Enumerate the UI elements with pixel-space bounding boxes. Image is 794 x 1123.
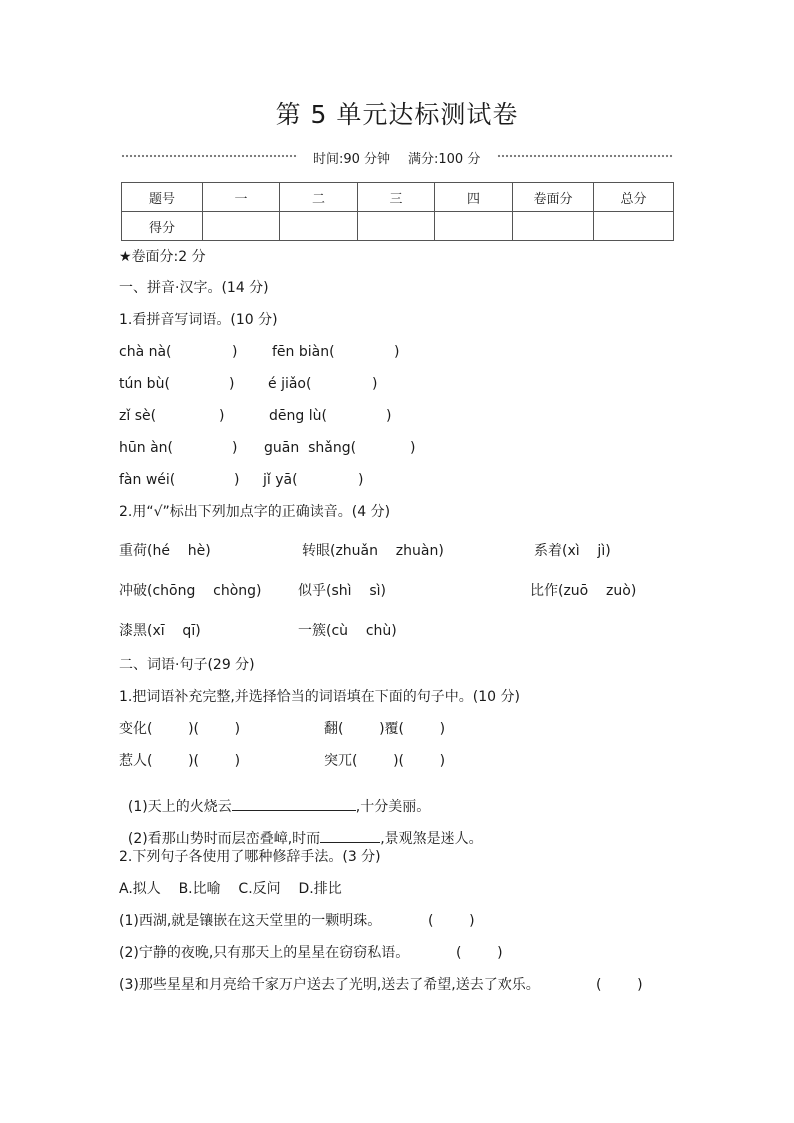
- pinyin-close-paren: ): [372, 376, 378, 392]
- pronunciation-item: 似乎(shì sì): [298, 583, 386, 599]
- section2-heading: 二、词语·句子(29 分): [119, 657, 255, 673]
- pinyin-item: fàn wéi(: [119, 472, 176, 488]
- pronunciation-item: 一簇(cù chù): [298, 623, 397, 639]
- sentence-text: ,景观煞是迷人。: [380, 831, 483, 847]
- pinyin-item: tún bù(: [119, 376, 170, 392]
- word-fill-item: 变化( )( ): [119, 721, 241, 737]
- pinyin-item: hūn àn(: [119, 440, 173, 456]
- answer-paren[interactable]: ( ): [456, 945, 503, 961]
- score-cell[interactable]: [358, 212, 435, 241]
- pinyin-item: jǐ yā(: [263, 472, 298, 488]
- score-table-score-row: [122, 212, 674, 241]
- word-fill-item: 突兀( )( ): [324, 753, 446, 769]
- rhetoric-sentence: (1)西湖,就是镶嵌在这天堂里的一颗明珠。: [119, 913, 382, 929]
- table-header-cell: 二: [280, 183, 358, 212]
- section1-heading: 一、拼音·汉字。(14 分): [119, 280, 269, 296]
- pinyin-close-paren: ): [232, 344, 238, 360]
- sentence-text: (2)看那山势时而层峦叠嶂,时而: [127, 831, 321, 847]
- q1-prompt: 1.看拼音写词语。(10 分): [119, 312, 278, 328]
- pinyin-close-paren: ): [232, 440, 238, 456]
- pinyin-item: chà nà(: [119, 344, 172, 360]
- pinyin-close-paren: ): [410, 440, 416, 456]
- score-cell[interactable]: [280, 212, 358, 241]
- score-cell[interactable]: [594, 212, 674, 241]
- s2-q1-prompt: 1.把词语补充完整,并选择恰当的词语填在下面的句子中。(10 分): [119, 689, 520, 705]
- s2-q2-prompt: 2.下列句子各使用了哪种修辞手法。(3 分): [119, 849, 381, 865]
- answer-blank[interactable]: [232, 810, 356, 811]
- score-cell[interactable]: [435, 212, 513, 241]
- rhetoric-sentence: (2)宁静的夜晚,只有那天上的星星在窃窃私语。: [119, 945, 410, 961]
- table-row-label: 得分: [122, 212, 203, 241]
- q2-prompt: 2.用“√”标出下列加点字的正确读音。(4 分): [119, 504, 391, 520]
- neat-score-note: ★卷面分:2 分: [119, 249, 206, 265]
- answer-paren[interactable]: ( ): [596, 977, 643, 993]
- pinyin-close-paren: ): [394, 344, 400, 360]
- pinyin-item: fēn biàn(: [272, 344, 335, 360]
- decorative-wave-right: [497, 153, 673, 159]
- pinyin-close-paren: ): [386, 408, 392, 424]
- word-fill-item: 翻( )覆( ): [324, 721, 446, 737]
- pinyin-item: zǐ sè(: [119, 408, 157, 424]
- pronunciation-item: 重荷(hé hè): [119, 543, 211, 559]
- table-header-cell: 三: [358, 183, 435, 212]
- score-table: [121, 182, 674, 241]
- fill-sentence-2: [119, 818, 483, 846]
- score-cell[interactable]: [513, 212, 594, 241]
- table-header-cell: 总分: [594, 183, 674, 212]
- sentence-text: ,十分美丽。: [355, 799, 431, 815]
- table-header-cell: 一: [203, 183, 280, 212]
- rhetoric-options: A.拟人 B.比喻 C.反问 D.排比: [119, 881, 342, 897]
- pinyin-close-paren: ): [229, 376, 235, 392]
- score-table-header-row: [122, 183, 674, 212]
- rhetoric-sentence: (3)那些星星和月亮给千家万户送去了光明,送去了希望,送去了欢乐。: [119, 977, 540, 993]
- pinyin-close-paren: ): [234, 472, 240, 488]
- pronunciation-item: 比作(zuō zuò): [530, 583, 637, 599]
- table-header-cell: 题号: [122, 183, 203, 212]
- word-fill-item: 惹人( )( ): [119, 753, 241, 769]
- table-header-cell: 卷面分: [513, 183, 594, 212]
- pinyin-close-paren: ): [358, 472, 364, 488]
- pronunciation-item: 转眼(zhuǎn zhuàn): [302, 543, 444, 559]
- exam-full-score: 满分:100 分: [408, 152, 481, 167]
- answer-blank[interactable]: [320, 842, 380, 843]
- pinyin-close-paren: ): [219, 408, 225, 424]
- answer-paren[interactable]: ( ): [428, 913, 475, 929]
- exam-time: 时间:90 分钟: [313, 152, 391, 167]
- score-cell[interactable]: [203, 212, 280, 241]
- fill-sentence-1: [119, 786, 430, 814]
- pronunciation-item: 漆黑(xī qī): [119, 623, 201, 639]
- table-header-cell: 四: [435, 183, 513, 212]
- exam-title: 第 5 单元达标测试卷: [275, 100, 519, 129]
- pinyin-item: dēng lù(: [269, 408, 327, 424]
- sentence-text: (1)天上的火烧云: [127, 799, 232, 815]
- decorative-wave-left: [121, 153, 298, 159]
- pinyin-item: guān shǎng(: [264, 440, 357, 456]
- pronunciation-item: 冲破(chōng chòng): [119, 583, 262, 599]
- pinyin-item: é jiǎo(: [268, 376, 312, 392]
- pronunciation-item: 系着(xì jì): [534, 543, 611, 559]
